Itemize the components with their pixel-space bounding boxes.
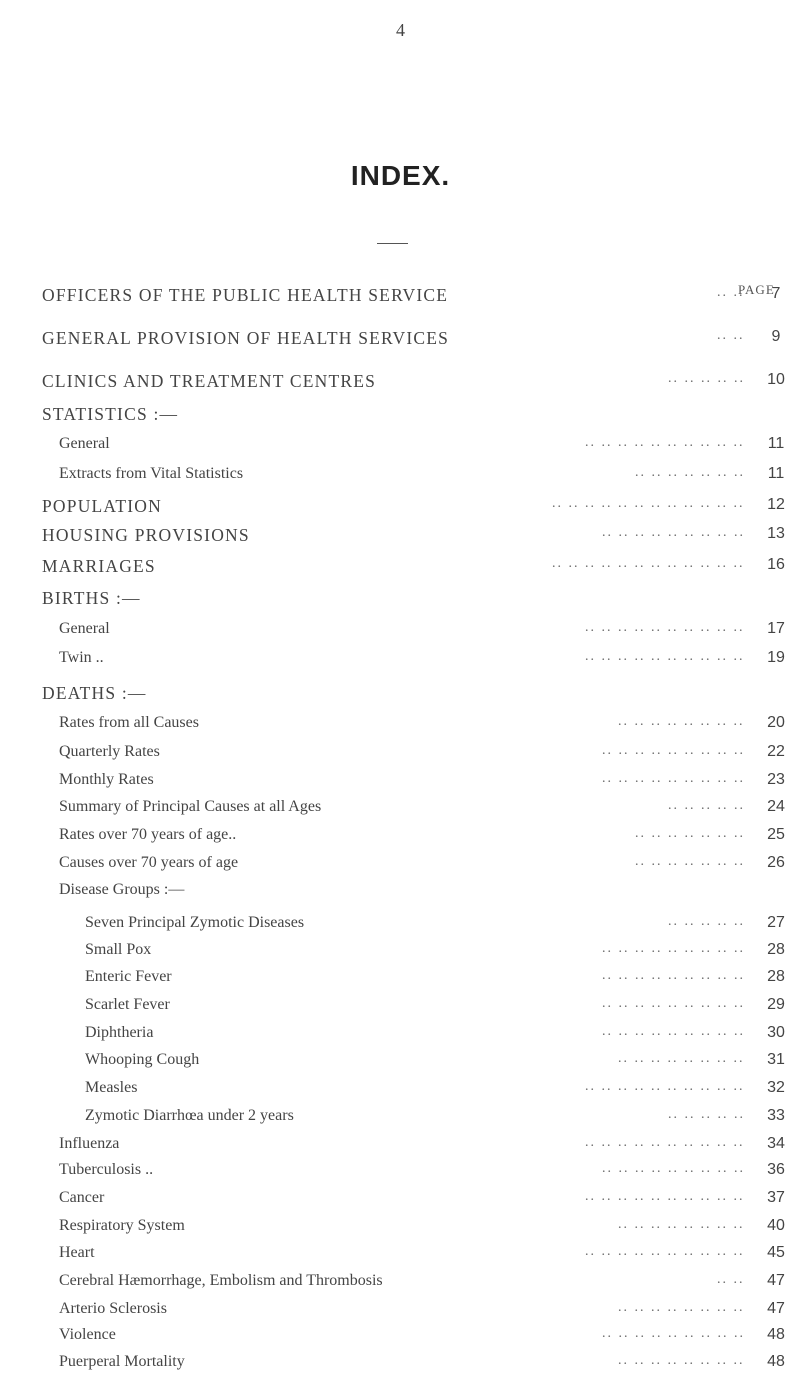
entry-page-number: 19	[767, 649, 785, 666]
entry-page-number: 40	[767, 1217, 785, 1234]
entry-page-number: 26	[767, 854, 785, 871]
entry-page-number: 20	[767, 714, 785, 731]
entry-label: Scarlet Fever	[85, 996, 170, 1013]
entry-dot-leader: .. .. .. .. .. .. .. .. ..	[602, 771, 745, 786]
entry-label: Cerebral Hæmorrhage, Embolism and Thrombosis	[59, 1272, 383, 1289]
entry-label: OFFICERS OF THE PUBLIC HEALTH SERVICE	[42, 285, 449, 305]
entry-page-number: 10	[767, 371, 785, 388]
entry-page-number: 16	[767, 556, 785, 573]
index-entry	[0, 1244, 801, 1266]
index-entry	[0, 1189, 801, 1211]
entry-dot-leader: .. ..	[717, 1272, 745, 1287]
entry-label: BIRTHS :—	[42, 588, 141, 608]
index-entry	[0, 914, 801, 936]
entry-dot-leader: .. .. .. .. .. .. .. .. .. .. .. ..	[552, 556, 745, 571]
entry-page-number: 11	[767, 435, 785, 452]
entry-dot-leader: .. .. .. .. ..	[668, 914, 745, 929]
entry-label: Causes over 70 years of age	[59, 854, 239, 871]
index-entry	[0, 620, 801, 642]
entry-label: POPULATION	[42, 496, 162, 516]
index-entry	[0, 1217, 801, 1239]
entry-dot-leader: .. .. .. .. .. .. .. .. ..	[602, 941, 745, 956]
entry-label: Arterio Sclerosis	[59, 1300, 167, 1317]
entry-dot-leader: .. .. .. .. ..	[668, 371, 745, 386]
entry-label: General	[59, 435, 110, 452]
entry-page-number: 22	[767, 743, 785, 760]
index-entry	[0, 683, 801, 705]
entry-dot-leader: .. .. .. .. .. .. .. .. ..	[602, 1326, 745, 1341]
entry-dot-leader: .. .. .. .. .. .. ..	[635, 826, 745, 841]
entry-dot-leader: .. .. .. .. .. .. ..	[635, 465, 745, 480]
entry-label: STATISTICS :—	[42, 404, 179, 424]
entry-page-number: 27	[767, 914, 785, 931]
index-entry	[0, 1161, 801, 1183]
entry-dot-leader: .. .. .. .. .. .. .. .. ..	[602, 996, 745, 1011]
entry-label: DEATHS :—	[42, 683, 147, 703]
entry-dot-leader: .. .. .. .. .. .. .. .. ..	[602, 968, 745, 983]
index-entry	[0, 996, 801, 1018]
entry-page-number: 23	[767, 771, 785, 788]
entry-label: Violence	[59, 1326, 116, 1343]
entry-dot-leader: .. .. .. .. .. .. .. .. .. ..	[585, 1244, 745, 1259]
index-entry	[0, 881, 801, 903]
entry-page-number: 7	[771, 285, 781, 302]
entry-label: Disease Groups :—	[59, 881, 185, 898]
entry-label: Enteric Fever	[85, 968, 172, 985]
index-entry	[0, 941, 801, 963]
index-title: INDEX.	[350, 160, 451, 191]
entry-dot-leader: .. .. .. .. .. .. .. .. .. ..	[585, 435, 745, 450]
index-entry	[0, 649, 801, 671]
entry-page-number: 28	[767, 941, 785, 958]
entry-dot-leader: .. .. .. .. .. .. .. .. .. ..	[585, 1189, 745, 1204]
index-entry	[0, 404, 801, 426]
entry-label: General	[59, 620, 110, 637]
entry-label: Diphtheria	[85, 1024, 154, 1041]
index-entry	[0, 465, 801, 487]
entry-label: Puerperal Mortality	[59, 1353, 185, 1370]
entry-page-number: 31	[767, 1051, 785, 1068]
index-entry	[0, 743, 801, 765]
entry-page-number: 24	[767, 798, 785, 815]
entry-dot-leader: .. .. .. .. .. .. .. ..	[618, 714, 745, 729]
entry-label: Monthly Rates	[59, 771, 154, 788]
index-entry	[0, 556, 801, 578]
entry-label: Cancer	[59, 1189, 105, 1206]
index-entry	[0, 371, 801, 393]
entry-page-number: 11	[767, 465, 785, 482]
entry-page-number: 34	[767, 1135, 785, 1152]
entry-page-number: 17	[767, 620, 785, 637]
entry-label: GENERAL PROVISION OF HEALTH SERVICES	[42, 328, 450, 348]
page-column-header: PAGE	[738, 282, 775, 297]
entry-dot-leader: .. .. .. .. .. .. ..	[635, 854, 745, 869]
index-entry	[0, 826, 801, 848]
index-entry	[0, 1107, 801, 1129]
index-entry	[0, 771, 801, 793]
index-entry	[0, 714, 801, 736]
index-entry	[0, 798, 801, 820]
entry-label: Zymotic Diarrhœa under 2 years	[85, 1107, 294, 1124]
entry-label: Rates over 70 years of age..	[59, 826, 237, 843]
entry-page-number: 47	[767, 1272, 785, 1289]
entry-page-number: 48	[767, 1353, 785, 1370]
entry-page-number: 47	[767, 1300, 785, 1317]
entry-label: Small Pox	[85, 941, 152, 958]
entry-page-number: 28	[767, 968, 785, 985]
entry-page-number: 30	[767, 1024, 785, 1041]
entry-label: Quarterly Rates	[59, 743, 160, 760]
entry-dot-leader: .. .. .. .. .. .. .. ..	[618, 1300, 745, 1315]
entry-label: Influenza	[59, 1135, 120, 1152]
entry-page-number: 37	[767, 1189, 785, 1206]
index-entry	[0, 588, 801, 610]
entry-dot-leader: .. .. .. .. .. .. .. .. ..	[602, 743, 745, 758]
entry-page-number: 45	[767, 1244, 785, 1261]
entry-dot-leader: .. .. .. .. .. .. .. .. ..	[602, 525, 745, 540]
entry-dot-leader: .. .. .. .. ..	[668, 1107, 745, 1122]
index-entry	[0, 1051, 801, 1073]
entry-label: Summary of Principal Causes at all Ages	[59, 798, 322, 815]
entry-page-number: 36	[767, 1161, 785, 1178]
page-number: 4	[396, 20, 405, 40]
entry-dot-leader: .. .. .. .. .. .. .. .. ..	[602, 1161, 745, 1176]
index-entry	[0, 854, 801, 876]
index-entry	[0, 968, 801, 990]
entry-dot-leader: .. .. .. .. .. .. .. .. .. .. .. ..	[552, 496, 745, 511]
index-entry	[0, 1353, 801, 1375]
entry-dot-leader: .. .. .. .. .. .. .. ..	[618, 1217, 745, 1232]
entry-label: Twin ..	[59, 649, 104, 666]
index-entry	[0, 1024, 801, 1046]
index-entry	[0, 1326, 801, 1348]
entry-page-number: 32	[767, 1079, 785, 1096]
entry-label: HOUSING PROVISIONS	[42, 525, 250, 545]
entry-dot-leader: .. .. .. .. .. .. .. ..	[618, 1353, 745, 1368]
entry-label: Extracts from Vital Statistics	[59, 465, 244, 482]
entry-dot-leader: .. .. .. .. .. .. .. .. .. ..	[585, 1135, 745, 1150]
entry-page-number: 9	[771, 328, 781, 345]
index-entry	[0, 1300, 801, 1322]
entry-dot-leader: .. .. .. .. .. .. .. .. .. ..	[585, 649, 745, 664]
index-entry	[0, 1272, 801, 1294]
entry-page-number: 13	[767, 525, 785, 542]
entry-label: Measles	[85, 1079, 138, 1096]
entry-page-number: 12	[767, 496, 785, 513]
entry-dot-leader: .. .. .. .. ..	[668, 798, 745, 813]
index-entry	[0, 285, 801, 307]
index-entry	[0, 525, 801, 547]
index-entry	[0, 328, 801, 350]
entry-page-number: 33	[767, 1107, 785, 1124]
entry-label: Heart	[59, 1244, 95, 1261]
entry-page-number: 25	[767, 826, 785, 843]
index-entry	[0, 435, 801, 457]
entry-dot-leader: .. .. .. .. .. .. .. .. .. ..	[585, 1079, 745, 1094]
entry-page-number: 48	[767, 1326, 785, 1343]
entry-label: Rates from all Causes	[59, 714, 199, 731]
index-entry	[0, 1135, 801, 1157]
entry-dot-leader: .. .. .. .. .. .. .. .. ..	[602, 1024, 745, 1039]
entry-label: Respiratory System	[59, 1217, 185, 1234]
entry-label: Whooping Cough	[85, 1051, 200, 1068]
entry-dot-leader: .. ..	[717, 328, 745, 343]
entry-label: CLINICS AND TREATMENT CENTRES	[42, 371, 377, 391]
index-entry	[0, 496, 801, 518]
index-entry	[0, 1079, 801, 1101]
entry-page-number: 29	[767, 996, 785, 1013]
entry-label: Tuberculosis ..	[59, 1161, 154, 1178]
entry-dot-leader: .. .. .. .. .. .. .. .. .. ..	[585, 620, 745, 635]
entry-label: Seven Principal Zymotic Diseases	[85, 914, 305, 931]
entry-label: MARRIAGES	[42, 556, 156, 576]
entry-dot-leader: .. .. .. .. .. .. .. ..	[618, 1051, 745, 1066]
entry-dot-leader: .. ..	[717, 285, 745, 300]
